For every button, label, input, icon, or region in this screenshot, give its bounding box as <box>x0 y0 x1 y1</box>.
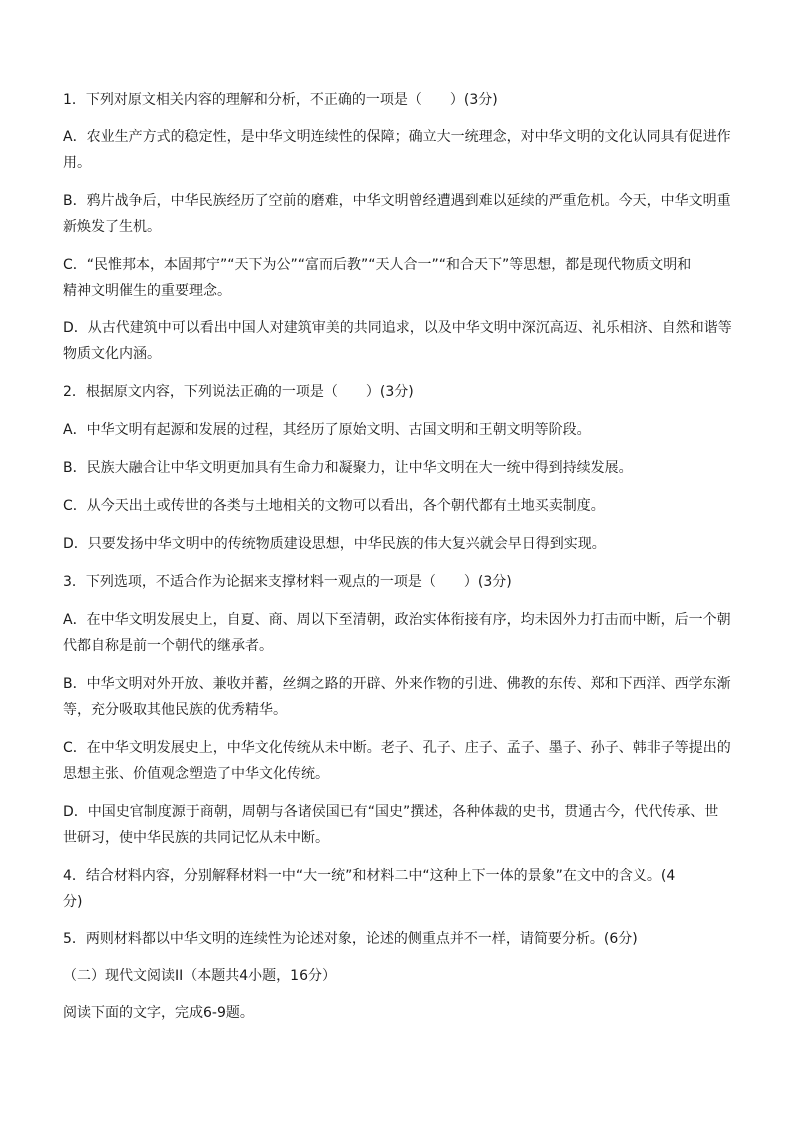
question-3-option-b: B．中华文明对外开放、兼收并蓄，丝绸之路的开辟、外来作物的引进、佛教的东传、郑和下西洋、西学东渐 <box>63 676 731 692</box>
question-1-option-d: D．从古代建筑中可以看出中国人对建筑审美的共同追求，以及中华文明中深沉高迈、礼乐相济、自然和谐等 <box>63 320 732 336</box>
question-1-option-b: B．鸦片战争后，中华民族经历了空前的磨难，中华文明曾经遭遇到难以延续的严重危机。今天，中华文明重 <box>63 193 731 209</box>
reading-instruction: 阅读下面的文字，完成6-9题。 <box>63 1005 254 1021</box>
question-2-option-c: C．从今天出土或传世的各类与土地相关的文物可以看出，各个朝代都有土地买卖制度。 <box>63 498 605 514</box>
question-1-option-d-cont: 物质文化内涵。 <box>63 346 161 362</box>
question-1-option-c-cont: 精神文明催生的重要理念。 <box>63 283 231 299</box>
question-2-stem: 2．根据原文内容，下列说法正确的一项是（ ）(3分) <box>63 384 414 400</box>
question-3-option-a-cont: 代都自称是前一个朝代的继承者。 <box>63 638 273 654</box>
question-4-stem: 4．结合材料内容，分别解释材料一中“大一统”和材料二中“这种上下一体的景象”在文中的含义。(4 <box>63 868 676 884</box>
question-3-option-c: C．在中华文明发展史上，中华文化传统从未中断。老子、孔子、庄子、孟子、墨子、孙子、韩非子等提出的 <box>63 740 731 756</box>
question-3-option-a: A．在中华文明发展史上，自夏、商、周以下至清朝，政治实体衔接有序，均未因外力打击而中断，后一个朝 <box>63 612 731 628</box>
question-2-option-b: B．民族大融合让中华文明更加具有生命力和凝聚力，让中华文明在大一统中得到持续发展。 <box>63 460 633 476</box>
question-3-option-b-cont: 等，充分吸取其他民族的优秀精华。 <box>63 702 287 718</box>
question-2-option-a: A．中华文明有起源和发展的过程，其经历了原始文明、古国文明和王朝文明等阶段。 <box>63 422 591 438</box>
question-3-option-d-cont: 世研习，使中华民族的共同记忆从未中断。 <box>63 830 329 846</box>
question-2-option-d: D．只要发扬中华文明中的传统物质建设思想，中华民族的伟大复兴就会早日得到实现。 <box>63 536 606 552</box>
section-heading: （二）现代文阅读II（本题共4小题，16分） <box>63 968 336 984</box>
question-1-option-b-cont: 新焕发了生机。 <box>63 219 161 235</box>
question-3-option-c-cont: 思想主张、价值观念塑造了中华文化传统。 <box>63 766 329 782</box>
question-1-option-a-cont: 用。 <box>63 155 91 171</box>
question-4-stem-cont: 分) <box>63 894 83 910</box>
question-3-stem: 3．下列选项，不适合作为论据来支撑材料一观点的一项是（ ）(3分) <box>63 574 512 590</box>
question-1-stem: 1．下列对原文相关内容的理解和分析，不正确的一项是（ ）(3分) <box>63 92 498 108</box>
question-3-option-d: D．中国史官制度源于商朝，周朝与各诸侯国已有“国史”撰述，各种体裁的史书，贯通古今，代代传承、世 <box>63 804 719 820</box>
question-5-stem: 5．两则材料都以中华文明的连续性为论述对象，论述的侧重点并不一样，请简要分析。(6分) <box>63 931 638 947</box>
question-1-option-a: A．农业生产方式的稳定性，是中华文明连续性的保障；确立大一统理念，对中华文明的文化认同具有促进作 <box>63 129 731 145</box>
question-1-option-c: C．“民惟邦本，本固邦宁”“天下为公”“富而后教”“天人合一”“和合天下”等思想，都是现代物质文明和 <box>63 257 692 273</box>
